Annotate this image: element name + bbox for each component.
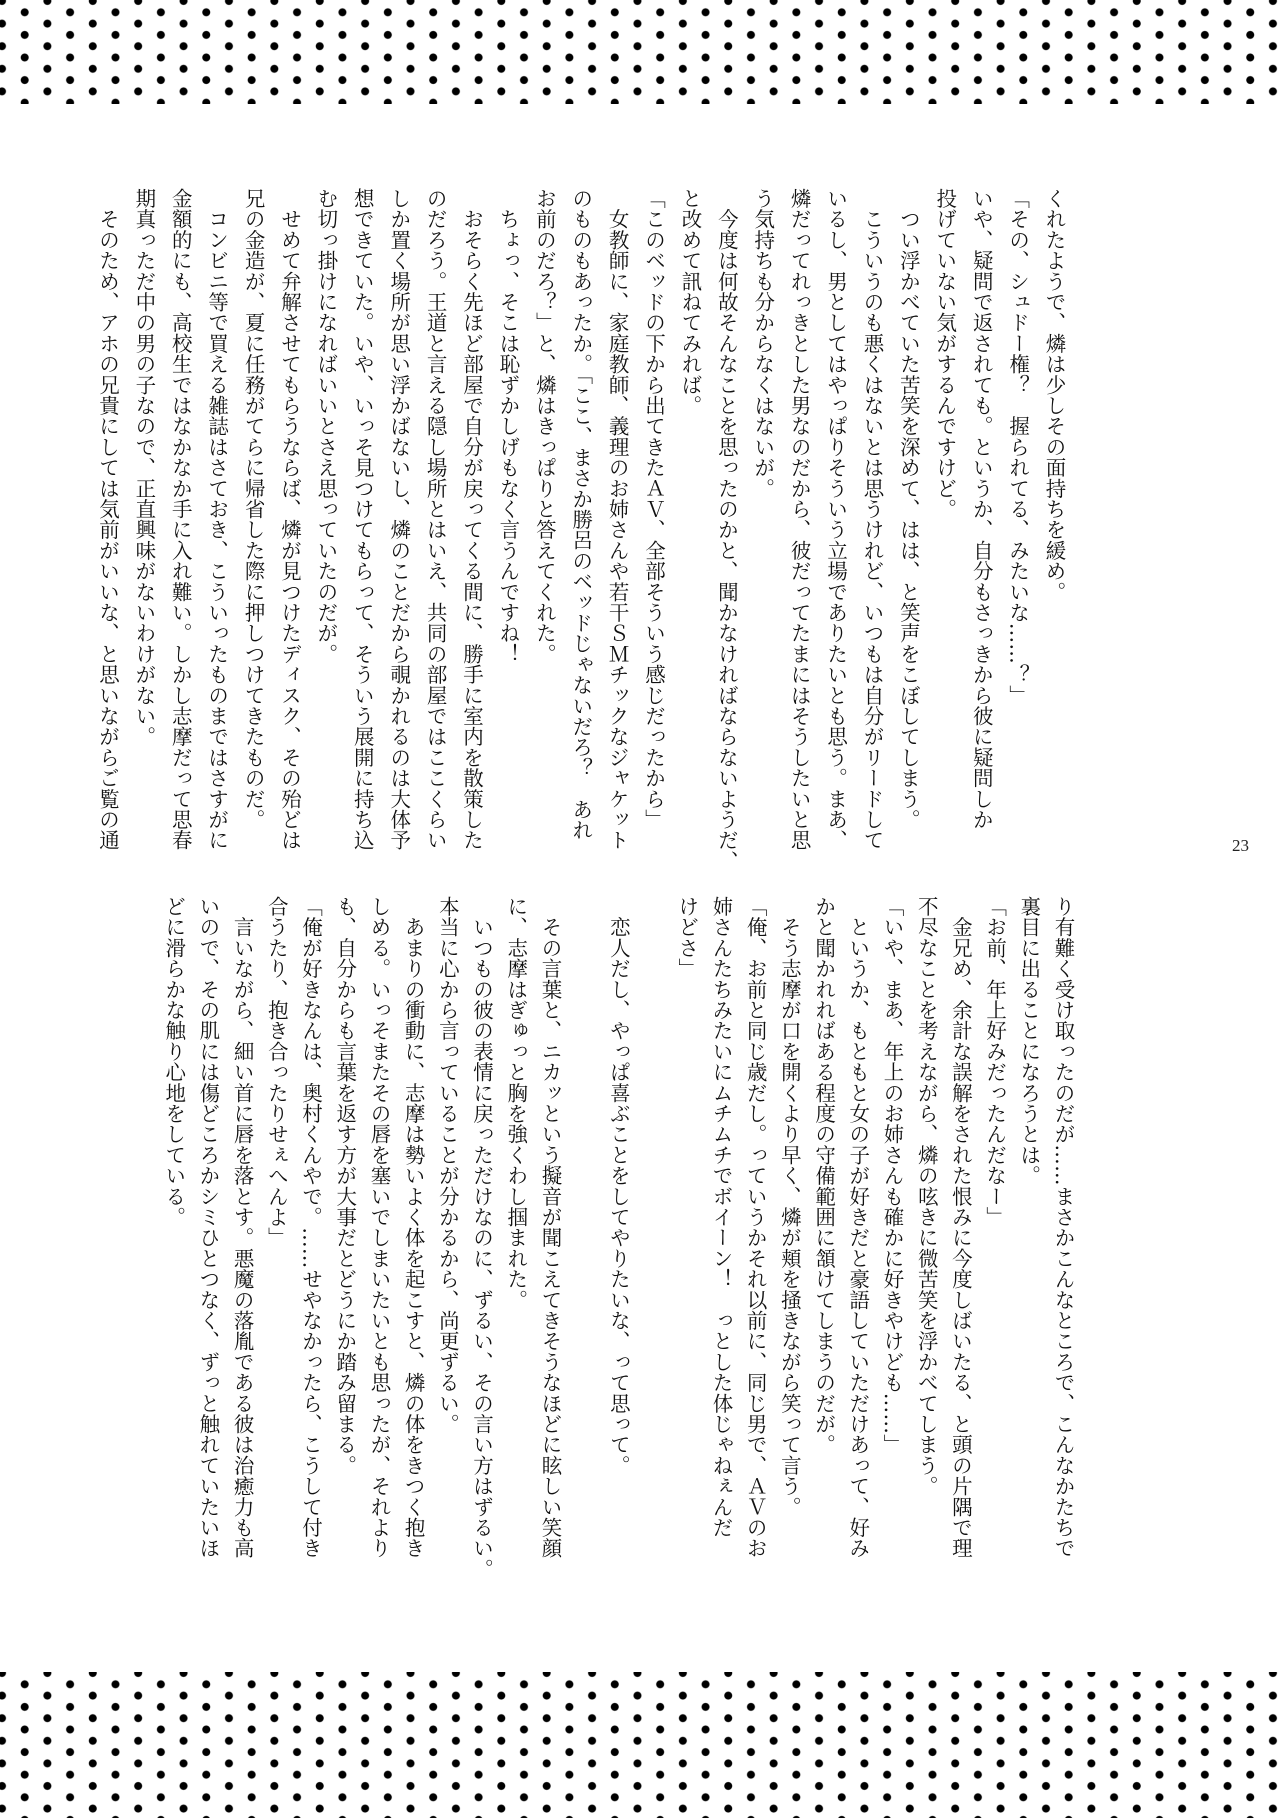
text-column: 金兄め、余計な誤解をされた恨みに今度しばいたる、と頭の片隅で理 — [948, 896, 973, 1559]
text-column: も、自分からも言葉を返す方が大事だとどうにか踏み留まる。 — [332, 896, 357, 1476]
text-column: その言葉と、ニカッという擬音が聞こえてきそうなほどに眩しい笑顔 — [537, 896, 562, 1559]
text-column: 女教師に、家庭教師、義理のお姉さんや若干ＳＭチックなジャケット — [605, 188, 630, 851]
text-column: 「その、シュドー権？ 握られてる、みたいな……？」 — [1005, 188, 1030, 706]
text-column: のだろう。王道と言える隠し場所とはいえ、共同の部屋ではここくらい — [423, 188, 448, 851]
text-column: む切っ掛けになればいいとさえ思っていたのだが。 — [313, 188, 338, 665]
text-column: 不尽なことを考えながら、燐の呟きに微苦笑を浮かべてしまう。 — [914, 896, 939, 1497]
text-column — [567, 896, 601, 1556]
text-column: 兄の金造が、夏に任務がてらに帰省した際に押しつけてきたものだ。 — [241, 188, 266, 830]
text-block-lower — [157, 896, 1080, 1580]
text-column: に、志摩はぎゅっと胸を強くわし掴まれた。 — [503, 896, 528, 1310]
text-column: り有難く受け取ったのだが……まさかこんなところで、こんなかたちで — [1051, 896, 1075, 1559]
text-block-upper — [89, 188, 1072, 872]
text-column: くれたようで、燐は少しその面持ちを緩め。 — [1042, 188, 1066, 602]
text-column: 金額的にも、高校生ではなかなか手に入れ難い。しかし志摩だって思春 — [168, 188, 193, 851]
text-column: 期真っただ中の男の子なので、正直興味がないわけがない。 — [131, 188, 156, 747]
text-column: 「いや、まあ、年上のお姉さんも確かに好きやけども……」 — [879, 896, 904, 1455]
text-column: しか置く場所が思い浮かばないし、燐のことだから覗かれるのは大体予 — [386, 188, 411, 851]
text-column: う気持ちも分からなくはないが。 — [750, 188, 775, 499]
text-column: そう志摩が口を開くより早く、燐が頬を掻きながら笑って言う。 — [777, 896, 802, 1517]
text-column: 恋人だし、やっぱ喜ぶことをしてやりたいな、って思って。 — [606, 896, 631, 1476]
text-column: のものもあったか。「ここ、まさか勝呂のベッドじゃないだろ？ あれ — [568, 188, 593, 841]
text-column: お前のだろ？」と、燐はきっぱりと答えてくれた。 — [532, 188, 557, 665]
text-column — [635, 896, 669, 1556]
text-column: いつもの彼の表情に戻っただけなのに、ずるい、その言い方はずるい。 — [469, 896, 494, 1580]
text-column: こういうのも悪くはないとは思うけれど、いつもは自分がリードして — [859, 188, 884, 851]
text-column: あまりの衝動に、志摩は勢いよく体を起こすと、燐の体をきつく抱き — [401, 896, 426, 1559]
text-column: 姉さんたちみたいにムチムチでボイーン！ っとした体じゃねぇんだ — [708, 896, 733, 1538]
text-column: 今度は何故そんなことを思ったのかと、聞かなければならないようだ、 — [714, 188, 739, 872]
text-column: そのため、アホの兄貴にしては気前がいいな、と思いながらご覧の通 — [95, 188, 120, 851]
text-column: しめる。いっそまたその唇を塞いでしまいたいとも思ったが、それより — [366, 896, 391, 1559]
text-column: いので、その肌には傷どころかシミひとつなく、ずっと触れていたいほ — [195, 896, 220, 1559]
text-column: 投げていない気がするんですけど。 — [932, 188, 957, 520]
text-column: 「お前、年上好みだったんだなー」 — [982, 896, 1007, 1228]
text-column: いや、疑問で返されても。というか、自分もさっきから彼に疑問しか — [969, 188, 994, 830]
text-column: 燐だってれっきとした男なのだから、彼だってたまにはそうしたいと思 — [787, 188, 812, 851]
text-column: 裏目に出ることになろうとは。 — [1016, 896, 1041, 1186]
text-column: 「俺、お前と同じ歳だし。っていうかそれ以前に、同じ男で、ＡＶのお — [743, 896, 768, 1559]
text-column: ちょっ、そこは恥ずかしげもなく言うんですね！ — [495, 188, 520, 665]
text-column: 合うたり、抱き合ったりせぇへんよ」 — [264, 896, 289, 1248]
text-column: けどさ」 — [674, 896, 699, 979]
text-column: 想できていた。いや、いっそ見つけてもらって、そういう展開に持ち込 — [350, 188, 375, 851]
text-column: というか、もともと女の子が好きだと豪語していただけあって、好み — [845, 896, 870, 1559]
text-column: 本当に心から言っていることが分かるから、尚更ずるい。 — [435, 896, 460, 1435]
text-column: つい浮かべていた苦笑を深めて、はは、と笑声をこぼしてしまう。 — [896, 188, 921, 830]
text-column: せめて弁解させてもらうならば、燐が見つけたディスク、その殆どは — [277, 188, 302, 851]
text-column: 言いながら、細い首に唇を落とす。悪魔の落胤である彼は治癒力も高 — [230, 896, 255, 1559]
text-column: おそらく先ほど部屋で自分が戻ってくる間に、勝手に室内を散策した — [459, 188, 484, 851]
polka-dot-border-top — [0, 0, 1280, 104]
text-column: かと聞かれればある程度の守備範囲に頷けてしまうのだが。 — [811, 896, 836, 1455]
text-column: コンビニ等で買える雑誌はさておき、こういったものまではさすがに — [204, 188, 229, 851]
text-column: 「俺が好きなんは、奥村くんやで。……せやなかったら、こうして付き — [298, 896, 323, 1559]
polka-dot-border-bottom — [0, 1672, 1280, 1818]
text-column: どに滑らかな触り心地をしている。 — [161, 896, 186, 1228]
text-column: と改めて訊ねてみれば。 — [677, 188, 702, 416]
page-number: 23 — [1232, 836, 1249, 855]
text-column: いるし、男としてはやっぱりそういう立場でありたいとも思う。まあ、 — [823, 188, 848, 851]
text-column: 「このベッドの下から出てきたＡＶ、全部そういう感じだったから」 — [641, 188, 666, 830]
